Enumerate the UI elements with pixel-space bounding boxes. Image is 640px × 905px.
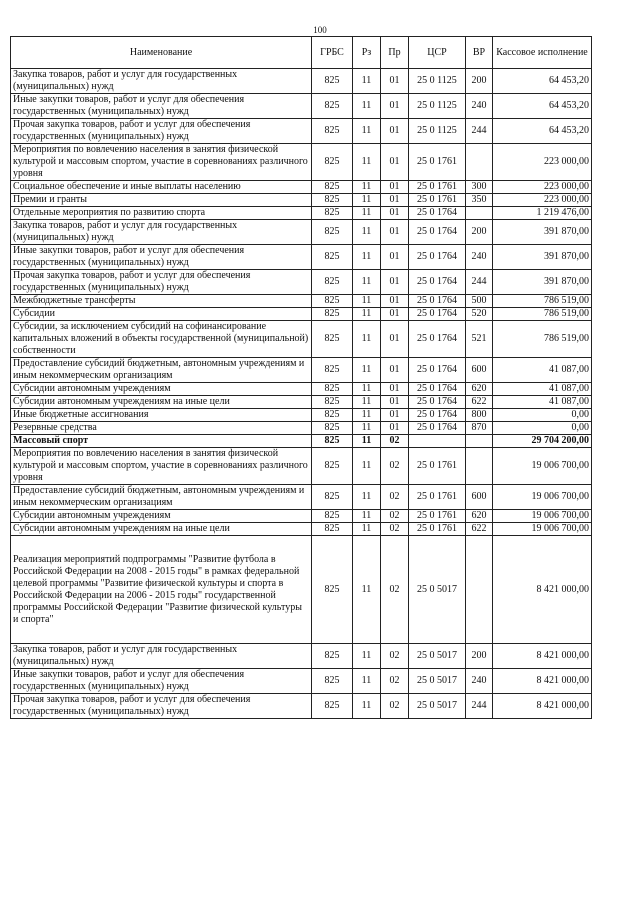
row-name: Субсидии bbox=[11, 308, 312, 321]
table-header-row bbox=[11, 37, 592, 69]
row-amount: 41 087,00 bbox=[493, 358, 592, 383]
row-csr: 25 0 1125 bbox=[409, 69, 466, 94]
table-row bbox=[11, 181, 592, 194]
row-grbs: 825 bbox=[312, 207, 353, 220]
row-grbs: 825 bbox=[312, 694, 353, 719]
table-row bbox=[11, 644, 592, 669]
row-pr: 01 bbox=[381, 321, 409, 358]
row-amount: 64 453,20 bbox=[493, 119, 592, 144]
row-rz: 11 bbox=[353, 295, 381, 308]
row-amount: 29 704 200,00 bbox=[493, 435, 592, 448]
row-vr bbox=[466, 207, 493, 220]
row-vr: 500 bbox=[466, 295, 493, 308]
row-amount: 786 519,00 bbox=[493, 295, 592, 308]
row-rz: 11 bbox=[353, 485, 381, 510]
row-rz: 11 bbox=[353, 119, 381, 144]
row-pr: 01 bbox=[381, 245, 409, 270]
table-row bbox=[11, 669, 592, 694]
table-row bbox=[11, 295, 592, 308]
row-grbs: 825 bbox=[312, 396, 353, 409]
table-row bbox=[11, 194, 592, 207]
row-csr: 25 0 1764 bbox=[409, 422, 466, 435]
row-amount: 0,00 bbox=[493, 409, 592, 422]
row-name: Иные закупки товаров, работ и услуг для обеспечения государственных (муниципальных) нужд bbox=[11, 94, 312, 119]
row-name: Прочая закупка товаров, работ и услуг для обеспечения государственных (муниципальных) нужд bbox=[11, 270, 312, 295]
row-pr: 01 bbox=[381, 119, 409, 144]
row-vr: 622 bbox=[466, 523, 493, 536]
row-rz: 11 bbox=[353, 510, 381, 523]
row-name: Субсидии автономным учреждениям на иные цели bbox=[11, 523, 312, 536]
row-csr: 25 0 1764 bbox=[409, 358, 466, 383]
row-rz: 11 bbox=[353, 181, 381, 194]
row-pr: 01 bbox=[381, 295, 409, 308]
row-csr: 25 0 5017 bbox=[409, 694, 466, 719]
row-vr: 240 bbox=[466, 669, 493, 694]
header-csr: ЦСР bbox=[409, 37, 466, 69]
row-grbs: 825 bbox=[312, 321, 353, 358]
row-name: Резервные средства bbox=[11, 422, 312, 435]
row-pr: 02 bbox=[381, 510, 409, 523]
row-grbs: 825 bbox=[312, 485, 353, 510]
row-csr: 25 0 5017 bbox=[409, 536, 466, 644]
row-name: Субсидии автономным учреждениям bbox=[11, 383, 312, 396]
row-csr: 25 0 1761 bbox=[409, 485, 466, 510]
row-rz: 11 bbox=[353, 422, 381, 435]
row-vr: 620 bbox=[466, 510, 493, 523]
header-pr: Пр bbox=[381, 37, 409, 69]
row-grbs: 825 bbox=[312, 435, 353, 448]
table-row bbox=[11, 119, 592, 144]
table-row bbox=[11, 144, 592, 181]
row-rz: 11 bbox=[353, 644, 381, 669]
row-csr: 25 0 1761 bbox=[409, 144, 466, 181]
row-grbs: 825 bbox=[312, 220, 353, 245]
row-name: Иные закупки товаров, работ и услуг для обеспечения государственных (муниципальных) нужд bbox=[11, 245, 312, 270]
row-name: Закупка товаров, работ и услуг для государственных (муниципальных) нужд bbox=[11, 220, 312, 245]
row-csr: 25 0 1125 bbox=[409, 119, 466, 144]
row-amount: 8 421 000,00 bbox=[493, 644, 592, 669]
row-vr: 200 bbox=[466, 644, 493, 669]
row-pr: 01 bbox=[381, 308, 409, 321]
row-grbs: 825 bbox=[312, 669, 353, 694]
row-grbs: 825 bbox=[312, 245, 353, 270]
row-name: Иные закупки товаров, работ и услуг для обеспечения государственных (муниципальных) нужд bbox=[11, 669, 312, 694]
row-csr bbox=[409, 435, 466, 448]
row-rz: 11 bbox=[353, 69, 381, 94]
row-rz: 11 bbox=[353, 523, 381, 536]
row-vr: 870 bbox=[466, 422, 493, 435]
row-vr: 600 bbox=[466, 485, 493, 510]
row-grbs: 825 bbox=[312, 422, 353, 435]
row-rz: 11 bbox=[353, 448, 381, 485]
row-amount: 8 421 000,00 bbox=[493, 669, 592, 694]
row-rz: 11 bbox=[353, 409, 381, 422]
row-grbs: 825 bbox=[312, 308, 353, 321]
row-pr: 01 bbox=[381, 383, 409, 396]
row-vr: 244 bbox=[466, 119, 493, 144]
row-amount: 786 519,00 bbox=[493, 308, 592, 321]
row-grbs: 825 bbox=[312, 409, 353, 422]
row-name: Премии и гранты bbox=[11, 194, 312, 207]
row-csr: 25 0 1764 bbox=[409, 207, 466, 220]
row-amount: 19 006 700,00 bbox=[493, 510, 592, 523]
header-vr: ВР bbox=[466, 37, 493, 69]
row-grbs: 825 bbox=[312, 510, 353, 523]
row-amount: 64 453,20 bbox=[493, 94, 592, 119]
row-name: Предоставление субсидий бюджетным, автономным учреждениям и иным некоммерческим организациям bbox=[11, 485, 312, 510]
row-amount: 223 000,00 bbox=[493, 194, 592, 207]
row-csr: 25 0 1125 bbox=[409, 94, 466, 119]
row-amount: 8 421 000,00 bbox=[493, 694, 592, 719]
row-grbs: 825 bbox=[312, 644, 353, 669]
row-vr: 620 bbox=[466, 383, 493, 396]
row-csr: 25 0 1761 bbox=[409, 523, 466, 536]
row-rz: 11 bbox=[353, 220, 381, 245]
table-row bbox=[11, 523, 592, 536]
table-row bbox=[11, 435, 592, 448]
row-vr: 200 bbox=[466, 220, 493, 245]
row-pr: 01 bbox=[381, 144, 409, 181]
row-csr: 25 0 1764 bbox=[409, 383, 466, 396]
row-name: Иные бюджетные ассигнования bbox=[11, 409, 312, 422]
row-rz: 11 bbox=[353, 321, 381, 358]
row-grbs: 825 bbox=[312, 144, 353, 181]
table-row bbox=[11, 270, 592, 295]
row-vr: 244 bbox=[466, 270, 493, 295]
row-rz: 11 bbox=[353, 358, 381, 383]
row-csr: 25 0 1764 bbox=[409, 321, 466, 358]
row-rz: 11 bbox=[353, 396, 381, 409]
row-rz: 11 bbox=[353, 144, 381, 181]
row-vr bbox=[466, 435, 493, 448]
row-name: Прочая закупка товаров, работ и услуг для обеспечения государственных (муниципальных) нужд bbox=[11, 694, 312, 719]
row-pr: 01 bbox=[381, 194, 409, 207]
row-csr: 25 0 1761 bbox=[409, 510, 466, 523]
row-name: Мероприятия по вовлечению населения в занятия физической культурой и массовым спортом, участие в соревнованиях различного уровня bbox=[11, 448, 312, 485]
row-amount: 1 219 476,00 bbox=[493, 207, 592, 220]
header-amount: Кассовое исполнение bbox=[493, 37, 592, 69]
row-name: Субсидии, за исключением субсидий на софинансирование капитальных вложений в объекты государственной (муниципальной) собственности bbox=[11, 321, 312, 358]
row-pr: 02 bbox=[381, 644, 409, 669]
row-pr: 01 bbox=[381, 207, 409, 220]
row-grbs: 825 bbox=[312, 94, 353, 119]
row-rz: 11 bbox=[353, 207, 381, 220]
row-pr: 02 bbox=[381, 523, 409, 536]
row-amount: 0,00 bbox=[493, 422, 592, 435]
row-amount: 391 870,00 bbox=[493, 270, 592, 295]
row-grbs: 825 bbox=[312, 383, 353, 396]
table-row bbox=[11, 69, 592, 94]
row-grbs: 825 bbox=[312, 181, 353, 194]
row-pr: 01 bbox=[381, 422, 409, 435]
row-vr: 244 bbox=[466, 694, 493, 719]
table-row bbox=[11, 308, 592, 321]
table-row bbox=[11, 321, 592, 358]
row-name: Закупка товаров, работ и услуг для государственных (муниципальных) нужд bbox=[11, 644, 312, 669]
row-name: Реализация мероприятий подпрограммы "Развитие футбола в Российской Федерации на 2008 - 2015 годы" в рамках федеральной целевой программы "Развитие физической культуры и спорта в Российской Федерации на 2006 - 2015 годы" государственной программы Российской Федерации "Развитие физической культуры и спорта" bbox=[11, 536, 312, 644]
table-row bbox=[11, 207, 592, 220]
row-pr: 01 bbox=[381, 181, 409, 194]
row-name: Межбюджетные трансферты bbox=[11, 295, 312, 308]
row-amount: 786 519,00 bbox=[493, 321, 592, 358]
row-amount: 223 000,00 bbox=[493, 181, 592, 194]
row-grbs: 825 bbox=[312, 448, 353, 485]
row-pr: 01 bbox=[381, 409, 409, 422]
row-vr bbox=[466, 144, 493, 181]
row-rz: 11 bbox=[353, 435, 381, 448]
row-csr: 25 0 1764 bbox=[409, 409, 466, 422]
row-vr: 240 bbox=[466, 245, 493, 270]
row-csr: 25 0 1761 bbox=[409, 194, 466, 207]
row-csr: 25 0 1764 bbox=[409, 270, 466, 295]
row-pr: 01 bbox=[381, 358, 409, 383]
table-row bbox=[11, 409, 592, 422]
row-pr: 02 bbox=[381, 536, 409, 644]
row-csr: 25 0 5017 bbox=[409, 644, 466, 669]
row-name: Субсидии автономным учреждениям на иные цели bbox=[11, 396, 312, 409]
row-name: Мероприятия по вовлечению населения в занятия физической культурой и массовым спортом, участие в соревнованиях различного уровня bbox=[11, 144, 312, 181]
table-row bbox=[11, 245, 592, 270]
table-row bbox=[11, 422, 592, 435]
row-rz: 11 bbox=[353, 383, 381, 396]
row-vr: 800 bbox=[466, 409, 493, 422]
table-row bbox=[11, 694, 592, 719]
row-pr: 01 bbox=[381, 94, 409, 119]
row-grbs: 825 bbox=[312, 295, 353, 308]
header-name: Наименование bbox=[11, 37, 312, 69]
page-number: 100 bbox=[313, 25, 327, 35]
row-pr: 02 bbox=[381, 448, 409, 485]
row-rz: 11 bbox=[353, 669, 381, 694]
row-rz: 11 bbox=[353, 245, 381, 270]
row-pr: 02 bbox=[381, 485, 409, 510]
row-vr: 240 bbox=[466, 94, 493, 119]
row-name: Массовый спорт bbox=[11, 435, 312, 448]
row-csr: 25 0 1764 bbox=[409, 295, 466, 308]
table-row bbox=[11, 510, 592, 523]
table-row bbox=[11, 94, 592, 119]
row-grbs: 825 bbox=[312, 69, 353, 94]
row-rz: 11 bbox=[353, 94, 381, 119]
row-name: Субсидии автономным учреждениям bbox=[11, 510, 312, 523]
row-vr: 520 bbox=[466, 308, 493, 321]
row-rz: 11 bbox=[353, 308, 381, 321]
row-grbs: 825 bbox=[312, 358, 353, 383]
row-vr: 300 bbox=[466, 181, 493, 194]
row-rz: 11 bbox=[353, 194, 381, 207]
table-row bbox=[11, 536, 592, 644]
table-row bbox=[11, 448, 592, 485]
row-name: Отдельные мероприятия по развитию спорта bbox=[11, 207, 312, 220]
row-pr: 01 bbox=[381, 69, 409, 94]
row-grbs: 825 bbox=[312, 194, 353, 207]
row-vr: 521 bbox=[466, 321, 493, 358]
row-grbs: 825 bbox=[312, 523, 353, 536]
table-row bbox=[11, 396, 592, 409]
row-amount: 19 006 700,00 bbox=[493, 523, 592, 536]
row-csr: 25 0 1764 bbox=[409, 396, 466, 409]
row-vr: 622 bbox=[466, 396, 493, 409]
row-name: Прочая закупка товаров, работ и услуг для обеспечения государственных (муниципальных) нужд bbox=[11, 119, 312, 144]
row-amount: 19 006 700,00 bbox=[493, 448, 592, 485]
row-grbs: 825 bbox=[312, 536, 353, 644]
row-amount: 41 087,00 bbox=[493, 383, 592, 396]
row-pr: 01 bbox=[381, 270, 409, 295]
header-rz: Рз bbox=[353, 37, 381, 69]
row-pr: 01 bbox=[381, 220, 409, 245]
row-name: Закупка товаров, работ и услуг для государственных (муниципальных) нужд bbox=[11, 69, 312, 94]
row-rz: 11 bbox=[353, 536, 381, 644]
row-vr: 350 bbox=[466, 194, 493, 207]
row-amount: 19 006 700,00 bbox=[493, 485, 592, 510]
row-vr: 600 bbox=[466, 358, 493, 383]
header-grbs: ГРБС bbox=[312, 37, 353, 69]
row-csr: 25 0 1764 bbox=[409, 308, 466, 321]
table-row bbox=[11, 485, 592, 510]
row-pr: 02 bbox=[381, 669, 409, 694]
table-row bbox=[11, 383, 592, 396]
row-csr: 25 0 1764 bbox=[409, 220, 466, 245]
row-grbs: 825 bbox=[312, 119, 353, 144]
row-csr: 25 0 1761 bbox=[409, 181, 466, 194]
row-vr bbox=[466, 448, 493, 485]
row-name: Социальное обеспечение и иные выплаты населению bbox=[11, 181, 312, 194]
row-grbs: 825 bbox=[312, 270, 353, 295]
row-csr: 25 0 5017 bbox=[409, 669, 466, 694]
row-amount: 391 870,00 bbox=[493, 220, 592, 245]
row-amount: 41 087,00 bbox=[493, 396, 592, 409]
table-row bbox=[11, 220, 592, 245]
row-name: Предоставление субсидий бюджетным, автономным учреждениям и иным некоммерческим организациям bbox=[11, 358, 312, 383]
row-vr: 200 bbox=[466, 69, 493, 94]
row-csr: 25 0 1764 bbox=[409, 245, 466, 270]
table-row bbox=[11, 358, 592, 383]
row-pr: 01 bbox=[381, 396, 409, 409]
row-amount: 8 421 000,00 bbox=[493, 536, 592, 644]
row-rz: 11 bbox=[353, 694, 381, 719]
row-rz: 11 bbox=[353, 270, 381, 295]
row-amount: 391 870,00 bbox=[493, 245, 592, 270]
row-pr: 02 bbox=[381, 694, 409, 719]
row-amount: 64 453,20 bbox=[493, 69, 592, 94]
row-vr bbox=[466, 536, 493, 644]
row-csr: 25 0 1761 bbox=[409, 448, 466, 485]
budget-table bbox=[10, 36, 592, 719]
row-amount: 223 000,00 bbox=[493, 144, 592, 181]
row-pr: 02 bbox=[381, 435, 409, 448]
